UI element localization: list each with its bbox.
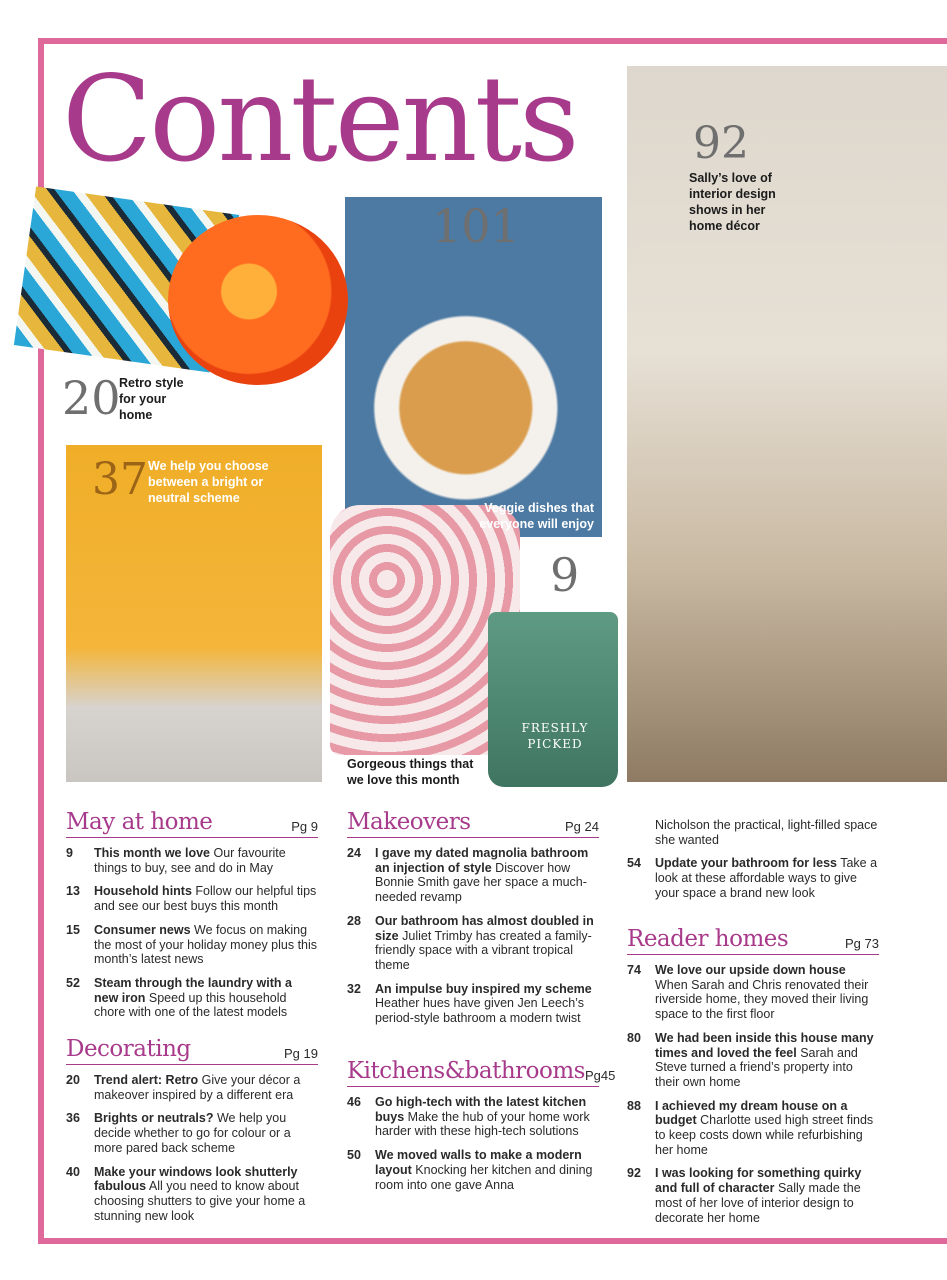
contents-item[interactable]: 15 Consumer news We focus on making the most of your holiday money plus this month’s latest news: [66, 922, 318, 967]
contents-item[interactable]: 24 I gave my dated magnolia bathroom an injection of style Discover how Bonnie Smith gave her space a much-needed revamp: [347, 846, 589, 905]
feature-37-number: 37: [92, 454, 148, 505]
feature-20-caption: Retro style for your home: [119, 376, 184, 422]
section-title: May at home: [66, 809, 213, 835]
contents-item[interactable]: 52 Steam through the laundry with a new iron Speed up this household chore with one of the latest models: [66, 975, 292, 1020]
contents-item[interactable]: 88 I achieved my dream house on a budget Charlotte used high street finds to keep costs down while refurbishing her home: [627, 1098, 874, 1157]
contents-item[interactable]: 80 We had been inside this house many times and loved the feel Sarah and Steve turned a friend’s property into their own home: [627, 1030, 874, 1089]
contents-item[interactable]: 13 Household hints Follow our helpful tips and see our best buys this month: [66, 884, 317, 914]
feature-20-number: 20: [62, 371, 121, 425]
section-reader-homes: [627, 923, 879, 1234]
section-rule: [627, 954, 879, 955]
feature-101-caption: Veggie dishes that everyone will enjoy: [479, 501, 594, 531]
section-title: Reader homes: [627, 926, 789, 952]
contents-item[interactable]: 40 Make your windows look shutterly fabulous All you need to know about choosing shutters to give your home a stunning new look: [66, 1164, 306, 1223]
contents-item[interactable]: 46 Go high-tech with the latest kitchen buys Make the hub of your home work harder with these high-tech solutions: [347, 1095, 590, 1139]
contents-item[interactable]: 54 Update your bathroom for less Take a look at these affordable ways to give your space a brand new look: [627, 856, 878, 900]
section-rule: [347, 1086, 599, 1087]
contents-item[interactable]: 36 Brights or neutrals? We help you decide whether to go for colour or a more pared back scheme: [66, 1111, 291, 1155]
section-page-ref: Pg 73: [845, 936, 879, 951]
feature-101-number: 101: [432, 199, 520, 253]
contents-item[interactable]: 92 I was looking for something quirky and full of character Sally made the most of her love of interior design to decorate her home: [627, 1166, 862, 1225]
section-makeovers: [347, 806, 599, 1035]
section-page-ref: Pg 9: [291, 819, 318, 834]
section-rule: [347, 837, 599, 838]
page-title: Contents: [62, 50, 577, 188]
section-rule: [66, 1064, 318, 1065]
contents-item[interactable]: 32 An impulse buy inspired my scheme Heather hues have given Jen Leech’s period-style bathroom a modern twist: [347, 981, 592, 1026]
section-may-at-home: [66, 806, 318, 1029]
column-3-continued: [627, 818, 879, 910]
bucket-label: FRESHLY PICKED: [521, 721, 589, 751]
section-page-ref: Pg 19: [284, 1046, 318, 1061]
contents-item[interactable]: 9 This month we love Our favourite things to buy, see and do in May: [66, 846, 286, 875]
item-continuation: Nicholson the practical, light-filled space she wanted: [655, 818, 878, 847]
section-title: Makeovers: [347, 809, 471, 835]
bucket-photo: [488, 612, 618, 787]
feature-37-caption: We help you choose between a bright or neutral scheme: [148, 459, 269, 505]
contents-item[interactable]: 50 We moved walls to make a modern layout Knocking her kitchen and dining room into one gave Anna: [347, 1148, 593, 1192]
contents-item[interactable]: 20 Trend alert: Retro Give your décor a makeover inspired by a different era: [66, 1073, 301, 1102]
feature-9-number: 9: [550, 548, 580, 602]
section-decorating: [66, 1033, 318, 1232]
section-kitchens-bathrooms: [347, 1055, 616, 1201]
feature-92-caption: Sally’s love of interior design shows in her home décor: [689, 171, 776, 233]
section-page-ref: Pg 24: [565, 819, 599, 834]
section-page-ref: Pg45: [584, 1068, 616, 1083]
section-title: Kitchens&bathrooms: [347, 1058, 585, 1084]
section-title: Decorating: [66, 1036, 191, 1062]
orange-lamp-photo: [168, 215, 348, 385]
feature-92-number: 92: [693, 118, 749, 169]
page-border-bottom: [38, 1238, 947, 1244]
contents-item[interactable]: 74 We love our upside down house When Sarah and Chris renovated their riverside home, they moved their living space to the first floor: [627, 963, 869, 1022]
feature-9-caption: Gorgeous things that we love this month: [347, 757, 474, 787]
contents-item[interactable]: 28 Our bathroom has almost doubled in size Juliet Trimby has created a family-friendly space with a vibrant tropical theme: [347, 913, 594, 972]
section-rule: [66, 837, 318, 838]
